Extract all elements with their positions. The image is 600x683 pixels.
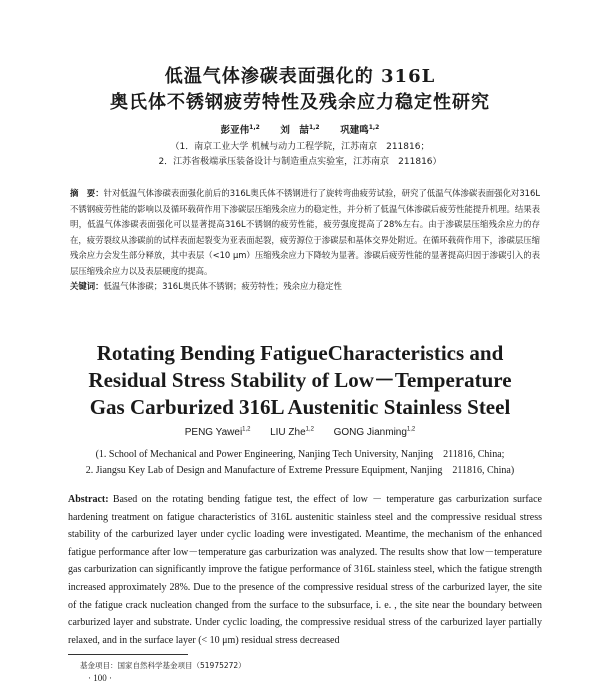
english-abstract-text: Based on the rotating bending fatigue test, the effect of low － temperature gas carburization surface hardening treatment on fatigue characteristics of 316L austenitic stainless steel and the compressive residual stress stability of the carburized layer under cyclic loading were investigated. Meantime, the mechanism of the enhanced fatigue performance after low－temperature gas carburization was analyzed. The results show that low－temperature gas carburization can significantly improve the fatigue performance of 316L stainless steel, which the fatigue strength increased approximately 28%. Due to the presence of the compressive residual stress of the carburized layer, the site of the fatigue crack nucleation changed from the surface to the subsurface, i. e. , the site near the boundary between carburized layer and substrate. Under cyclic loading, the compressive residual stress of the carburized layer partially relaxed, and in the surface layer (< 10 μm) residual stress decreased <box>68 494 542 646</box>
english-author-3: GONG Jianming <box>333 427 407 438</box>
english-title-line-1: Rotating Bending FatigueCharacteristics and <box>96 341 504 365</box>
page-number: · 100 · <box>88 673 112 683</box>
english-author-2-sup: 1,2 <box>305 426 314 433</box>
english-author-2: LIU Zhe <box>270 427 306 438</box>
funding-footnote: 基金项目：国家自然科学基金项目（51975272） <box>80 661 246 670</box>
chinese-affiliation-2: 2．江苏省极端承压装备设计与制造重点实验室，江苏南京 211816） <box>158 157 442 167</box>
english-authors <box>0 427 600 438</box>
chinese-author-3-sup: 1,2 <box>368 123 380 131</box>
footnote-divider <box>68 654 188 655</box>
chinese-keywords-label: 关键词： <box>70 281 104 291</box>
english-title-line-2: Residual Stress Stability of Low－Temperature <box>88 368 512 392</box>
chinese-author-3: 巩建鸣 <box>340 125 369 136</box>
english-abstract-label: Abstract: <box>68 494 109 505</box>
chinese-abstract <box>70 186 540 295</box>
english-author-1-sup: 1,2 <box>242 426 251 433</box>
english-title-line-3: Gas Carburized 316L Austenitic Stainless Steel <box>89 395 511 419</box>
chinese-abstract-text: 针对低温气体渗碳表面强化前后的316L奥氏体不锈钢进行了旋转弯曲疲劳试验，研究了低温气体渗碳表面强化对316L不锈钢疲劳性能的影响以及循环载荷作用下渗碳层压缩残余应力的稳定性，并分析了低温气体渗碳后疲劳性能提升机理。结果表明，低温气体渗碳表面强化可以显著提高316L不锈钢的疲劳性能，疲劳强度提高了28%左右。由于渗碳层压缩残余应力的存在，疲劳裂纹从渗碳前的试样表面起裂变为亚表面起裂，疲劳源位于渗碳层和基体交界处附近。在循环载荷作用下，渗碳层压缩残余应力会发生部分释放，其中表层（<10 μm）压缩残余应力下降较为显著。渗碳后疲劳性能的显著提高归因于渗碳引入的表层压缩残余应力以及表层硬度的提高。 <box>70 188 540 276</box>
english-abstract <box>68 491 542 649</box>
english-affiliation-2: 2. Jiangsu Key Lab of Design and Manufacture of Extreme Pressure Equipment, Nanjing 211816, China) <box>85 465 515 476</box>
english-author-1: PENG Yawei <box>184 427 243 438</box>
chinese-author-2-sup: 1,2 <box>308 123 320 131</box>
chinese-title-line-1: 低温气体渗碳表面强化的 316L <box>164 66 436 87</box>
english-affiliation-1: (1. School of Mechanical and Power Engineering, Nanjing Tech University, Nanjing 211816, China; <box>95 449 505 460</box>
english-author-3-sup: 1,2 <box>406 426 416 433</box>
chinese-author-2: 刘 喆 <box>280 125 309 136</box>
chinese-abstract-label: 摘 要： <box>70 188 104 198</box>
chinese-authors <box>0 122 600 136</box>
chinese-title-line-2: 奥氏体不锈钢疲劳特性及残余应力稳定性研究 <box>110 92 490 113</box>
chinese-author-1: 彭亚伟 <box>220 125 250 136</box>
chinese-keywords-text: 低温气体渗碳；316L奥氏体不锈钢；疲劳特性；残余应力稳定性 <box>103 281 342 291</box>
chinese-author-1-sup: 1,2 <box>249 123 260 131</box>
chinese-affiliation-1: （1．南京工业大学 机械与动力工程学院，江苏南京 211816； <box>170 142 430 152</box>
